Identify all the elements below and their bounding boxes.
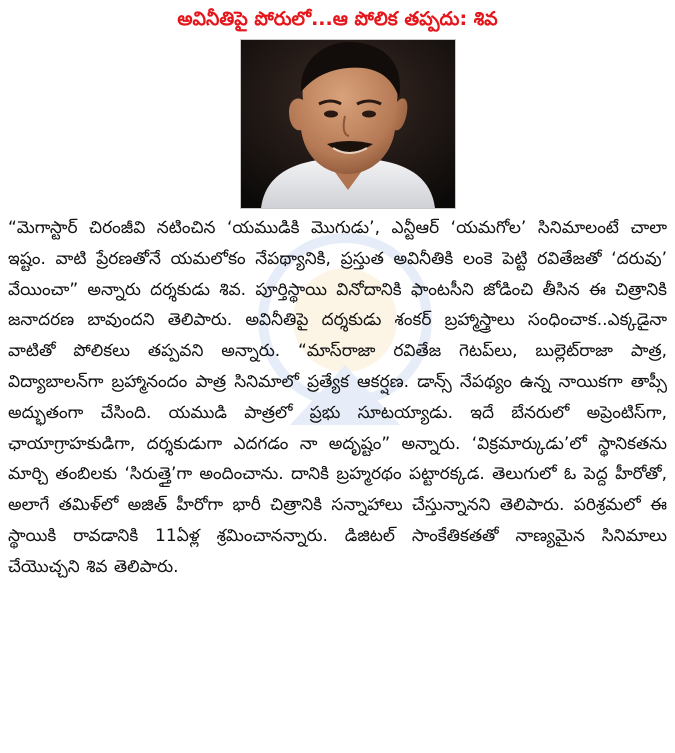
headline: అవినీతిపై పోరులో...ఆ పోలిక తప్పదు: శివ bbox=[177, 8, 498, 30]
article-body bbox=[8, 213, 667, 583]
portrait-photo bbox=[240, 39, 456, 209]
article-paragraph: “మెగాస్టార్ చిరంజీవి నటించిన ‘యముడికి మొగుడు’, ఎన్టీఆర్ ‘యమగోల’ సినిమాలంటే చాలా ఇష్టం. వాటి ప్రేరణతోనే యమలోకం నేపథ్యానికి, ప్రస్తుత అవినీతికి లంకె పెట్టి రవితేజతో ‘దరువు’ వేయించా” అన్నారు దర్శకుడు శివ. పూర్తిస్థాయి వినోదానికి ఫాంటసీని జోడించి తీసిన ఈ చిత్రానికి జనాదరణ బావుందని తెలిపారు. అవినీతిపై దర్శకుడు శంకర్ బ్రహ్మాస్త్రాలు సంధించాక..ఎక్కడైనా వాటితో పోలికలు తప్పవని అన్నారు. “మాస్‌రాజా రవితేజ గెటప్‌లు, బుల్లెట్‌రాజా పాత్ర, విద్యాబాలన్‌గా బ్రహ్మానందం పాత్ర సినిమాలో ప్రత్యేక ఆకర్షణ. డాన్స్ నేపథ్యం ఉన్న నాయికగా తాప్సీ అద్భుతంగా చేసింది. యముడి పాత్రలో ప్రభు సూటయ్యాడు. ఇదే బేనరులో అప్రెంటిస్‌గా, ఛాయాగ్రాహకుడిగా, దర్శకుడుగా ఎదగడం నా అదృష్టం” అన్నారు. ‘విక్రమార్కుడు’లో స్థానికతను మార్చి తంబిలకు ‘సిరుత్తై’గా అందించాను. దానికి బ్రహ్మరథం పట్టారక్కడ. తెలుగులో ఓ పెద్ద హీరోతో, అలాగే తమిళ్‌లో అజిత్ హీరోగా భారీ చిత్రానికి సన్నాహాలు చేస్తున్నానని తెలిపారు. పరిశ్రమలో ఈ స్థాయికి రావడానికి 11ఏళ్ల శ్రమించానన్నారు. డిజిటల్ సాంకేతికతతో నాణ్యమైన సినిమాలు చేయొచ్చని శివ తెలిపారు. bbox=[8, 218, 667, 577]
